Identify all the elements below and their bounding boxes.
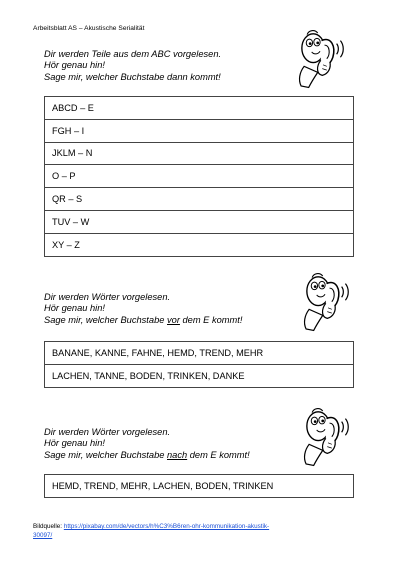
- table-row: [45, 188, 354, 211]
- section-vor: [44, 292, 354, 381]
- table-row: [45, 119, 354, 142]
- table-row: [45, 210, 354, 233]
- section-nach: [44, 427, 354, 491]
- instruction-line: Dir werden Teile aus dem ABC vorgelesen.: [44, 49, 222, 59]
- instruction-text: Sage mir, welcher Buchstabe: [44, 314, 167, 325]
- instruction-line: Hör genau hin!: [44, 438, 105, 449]
- table-cell: FGH – I: [45, 119, 354, 142]
- section-abc: [44, 49, 354, 250]
- table-cell: XY – Z: [45, 233, 354, 256]
- source-link-part: 30097/: [33, 532, 53, 539]
- source-link[interactable]: [33, 523, 269, 539]
- table-cell: JKLM – N: [45, 142, 354, 165]
- table-row: [45, 233, 354, 256]
- words-nach-table: [44, 474, 354, 498]
- table-cell: HEMD, TREND, MEHR, LACHEN, BODEN, TRINKEN: [45, 475, 354, 498]
- table-cell: BANANE, KANNE, FAHNE, HEMD, TREND, MEHR: [45, 342, 354, 365]
- instruction-line: Sage mir, welcher Buchstabe dann kommt!: [44, 71, 221, 82]
- page-title: Arbeitsblatt AS – Akustische Serialität: [33, 25, 145, 32]
- instruction-line: [44, 315, 289, 326]
- abc-table: [44, 96, 354, 257]
- table-row: [45, 475, 354, 498]
- instruction-line: Hör genau hin!: [44, 60, 105, 71]
- emphasis-word: vor: [167, 314, 180, 325]
- table-row: [45, 142, 354, 165]
- instruction-text: Sage mir, welcher Buchstabe: [44, 449, 167, 460]
- emphasis-word: nach: [167, 449, 188, 460]
- instruction-line: Hör genau hin!: [44, 303, 105, 314]
- instruction-line: Dir werden Wörter vorgelesen.: [44, 427, 171, 437]
- instructions-nach: [44, 427, 289, 461]
- listening-ear-icon: [289, 27, 351, 89]
- table-cell: LACHEN, TANNE, BODEN, TRINKEN, DANKE: [45, 364, 354, 387]
- table-row: [45, 165, 354, 188]
- source-link-part: https://pixabay.com/de/vectors/h%C3%B6ren-ohr-kommunikation-akustik-: [63, 523, 270, 530]
- listening-ear-icon: [294, 270, 356, 332]
- instruction-line: Dir werden Wörter vorgelesen.: [44, 292, 171, 302]
- instruction-line: [44, 450, 289, 461]
- table-cell: QR – S: [45, 188, 354, 211]
- table-cell: ABCD – E: [45, 97, 354, 120]
- instructions-vor: [44, 292, 289, 326]
- instruction-text: dem E kommt!: [187, 449, 250, 460]
- table-row: [45, 97, 354, 120]
- table-cell: TUV – W: [45, 210, 354, 233]
- table-row: [45, 364, 354, 387]
- words-vor-table: [44, 341, 354, 388]
- table-cell: O – P: [45, 165, 354, 188]
- listening-ear-icon: [294, 405, 356, 467]
- image-source: [33, 522, 353, 540]
- instructions-abc: [44, 49, 289, 83]
- source-label: Bildquelle:: [33, 523, 64, 530]
- table-row: [45, 342, 354, 365]
- instruction-text: dem E kommt!: [179, 314, 243, 325]
